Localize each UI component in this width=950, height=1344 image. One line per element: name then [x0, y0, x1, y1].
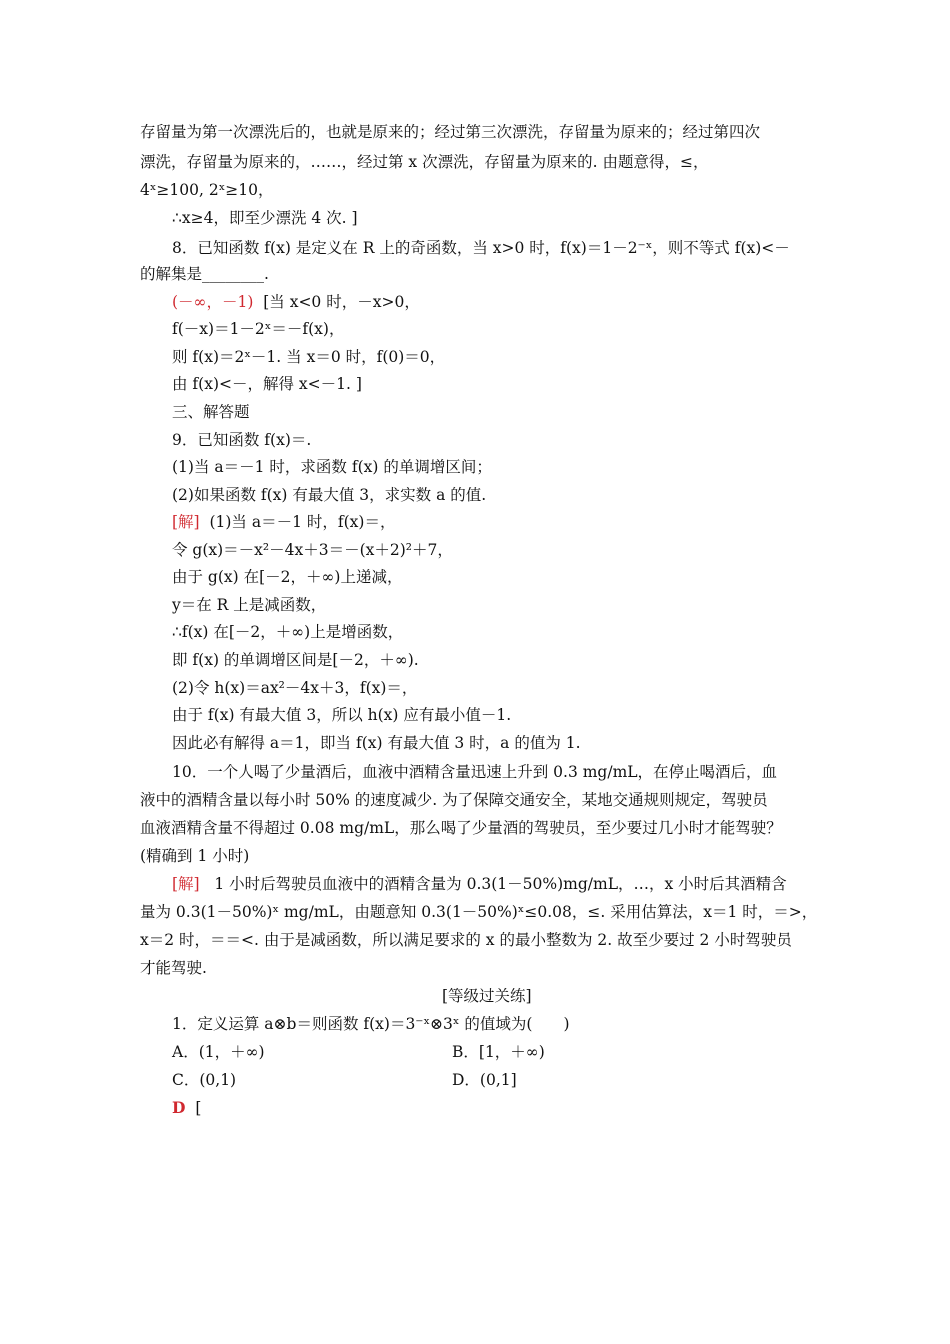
option-d: D．(0,1]: [452, 1071, 517, 1089]
text-line: 存留量为第一次漂洗后的，也就是原来的；经过第三次漂洗，存留量为原来的；经过第四次: [140, 123, 761, 141]
text-line: 量为 0.3(1－50%)ˣ mg/mL，由题意知 0.3(1－50%)ˣ≤0.08，≤. 采用估算法，x＝1 时，＝>，: [140, 903, 818, 921]
question-8: 8．已知函数 f(x) 是定义在 R 上的奇函数，当 x>0 时，f(x)＝1－2⁻ˣ，则不等式 f(x)<－: [172, 239, 790, 257]
text-line: 因此必有解得 a＝1，即当 f(x) 有最大值 3 时，a 的值为 1.: [172, 734, 581, 752]
text-line: 令 g(x)＝－x²－4x＋3＝－(x＋2)²＋7，: [172, 541, 453, 559]
text-line: y＝在 R 上是减函数，: [172, 596, 327, 614]
option-b: B．[1，＋∞): [452, 1043, 545, 1061]
text-span: (1)当 a＝－1 时，f(x)＝，: [209, 513, 396, 531]
section-heading: [等级过关练]: [442, 987, 532, 1005]
solution-label: [解]: [172, 513, 200, 531]
text-line: (2)令 h(x)＝ax²－4x＋3，f(x)＝，: [172, 679, 418, 697]
question-9: 9．已知函数 f(x)＝.: [172, 431, 312, 449]
option-c: C．(0,1): [172, 1071, 237, 1089]
text-line: 由于 f(x) 有最大值 3，所以 h(x) 应有最小值－1.: [172, 706, 512, 724]
option-a: A．(1，＋∞): [172, 1043, 265, 1061]
text-line: (精确到 1 小时): [140, 847, 250, 865]
text-line: 才能驾驶.: [140, 959, 207, 977]
text-line: f(－x)＝1－2ˣ＝－f(x)，: [172, 320, 345, 338]
text-line: 血液酒精含量不得超过 0.08 mg/mL，那么喝了少量酒的驾驶员，至少要过几小时才能驾驶？: [140, 819, 782, 837]
question-10: 10．一个人喝了少量酒后，血液中酒精含量迅速上升到 0.3 mg/mL，在停止喝酒后，血: [172, 763, 778, 781]
section-heading: 三、解答题: [172, 403, 250, 421]
text-line: 则 f(x)＝2ˣ－1. 当 x＝0 时，f(0)＝0，: [172, 348, 446, 366]
solution-label: [解]: [172, 875, 200, 893]
text-span: [当 x<0 时，－x>0，: [263, 293, 420, 311]
answer-value: D: [172, 1098, 186, 1117]
question-1: 1．定义运算 a⊗b＝则函数 f(x)＝3⁻ˣ⊗3ˣ 的值域为( ): [172, 1015, 570, 1033]
answer-value: (－∞，－1): [172, 293, 254, 311]
text-line: x＝2 时，＝＝<. 由于是减函数，所以满足要求的 x 的最小整数为 2. 故至少要过 2 小时驾驶员: [140, 931, 792, 949]
text-line: ∴x≥4，即至少漂洗 4 次. ]: [172, 209, 358, 227]
text-line: (1)当 a＝－1 时，求函数 f(x) 的单调增区间；: [172, 458, 492, 476]
text-span: [: [195, 1099, 202, 1117]
text-span: 1 小时后驾驶员血液中的酒精含量为 0.3(1－50%)mg/mL，…，x 小时后其酒精含: [214, 875, 787, 893]
text-line: ∴f(x) 在[－2，＋∞)上是增函数，: [172, 623, 404, 641]
solution-line: [172, 874, 787, 894]
text-line: 即 f(x) 的单调增区间是[－2，＋∞).: [172, 651, 419, 669]
options-row: [172, 1070, 517, 1090]
text-line: 漂洗，存留量为原来的，……，经过第 x 次漂洗，存留量为原来的. 由题意得，≤，: [140, 153, 709, 171]
answer-line: [172, 292, 420, 312]
text-line: 由 f(x)<－，解得 x<－1. ]: [172, 375, 362, 393]
answer-line: [172, 1098, 201, 1118]
text-line: 液中的酒精含量以每小时 50% 的速度减少. 为了保障交通安全，某地交通规则规定，驾驶员: [140, 791, 768, 809]
options-row: [172, 1042, 545, 1062]
text-line: 4ˣ≥100, 2ˣ≥10，: [140, 181, 274, 199]
text-line: 由于 g(x) 在[－2，＋∞)上递减，: [172, 568, 403, 586]
text-line: 的解集是________.: [140, 265, 269, 283]
solution-line: [172, 512, 395, 532]
text-line: (2)如果函数 f(x) 有最大值 3，求实数 a 的值.: [172, 486, 487, 504]
